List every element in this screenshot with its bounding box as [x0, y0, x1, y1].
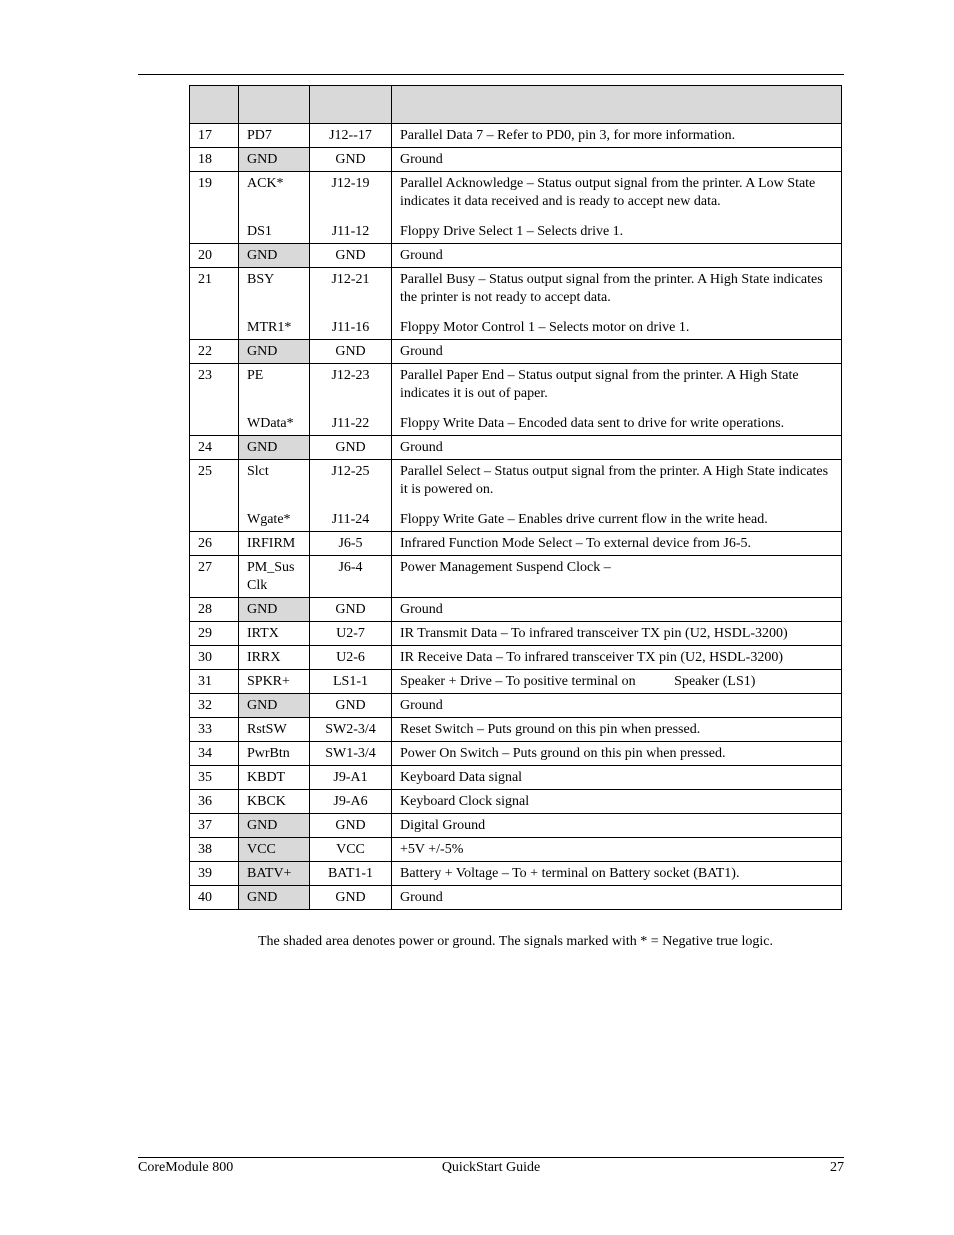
connector-cell	[310, 124, 392, 148]
connector-pin: LS1-1	[333, 674, 368, 689]
signal-cell	[239, 718, 310, 742]
signal-description: Speaker + Drive – To positive terminal on Speaker (LS1)	[400, 674, 756, 689]
table-row	[190, 622, 842, 646]
description-cell	[392, 862, 842, 886]
connector-pin: SW2-3/4	[325, 722, 376, 737]
signal-cell	[239, 436, 310, 460]
connector-cell	[310, 532, 392, 556]
connector-pin: GND	[335, 248, 366, 263]
signal-description: Ground	[400, 602, 443, 617]
signal-cell	[239, 646, 310, 670]
connector-pin: GND	[335, 440, 366, 455]
signal-cell	[239, 862, 310, 886]
wrap-spacer	[247, 193, 305, 211]
description-cell	[392, 670, 842, 694]
pin-number-cell: 18	[190, 148, 239, 172]
description-cell	[392, 718, 842, 742]
connector-cell	[310, 646, 392, 670]
signal-name: MTR1*	[247, 320, 292, 335]
table-row	[190, 340, 842, 364]
signal-cell	[239, 460, 310, 532]
connector-cell	[310, 268, 392, 340]
line-gap	[312, 307, 389, 319]
connector-pin: J9-A1	[333, 770, 368, 785]
header-rule	[138, 74, 844, 75]
signal-description: Parallel Paper End – Status output signal from the printer. A High State indicates it is out of paper.	[400, 368, 799, 401]
signal-cell	[239, 886, 310, 910]
connector-pin: SW1-3/4	[325, 746, 376, 761]
signal-cell	[239, 838, 310, 862]
table-note: The shaded area denotes power or ground. The signals marked with * = Negative true logic.	[258, 934, 773, 949]
signal-name: VCC	[247, 842, 276, 857]
pin-number-cell: 33	[190, 718, 239, 742]
pin-number-cell: 24	[190, 436, 239, 460]
connector-pin: J12-19	[331, 176, 370, 191]
signal-name: GND	[247, 818, 278, 833]
pin-number-cell: 25	[190, 460, 239, 532]
signal-description: Ground	[400, 698, 443, 713]
signal-description: IR Transmit Data – To infrared transceiver TX pin (U2, HSDL-3200)	[400, 626, 788, 641]
pin-table-body	[190, 86, 842, 910]
wrap-spacer	[312, 289, 389, 307]
signal-description: Keyboard Data signal	[400, 770, 523, 785]
signal-cell	[239, 598, 310, 622]
table-row	[190, 694, 842, 718]
description-cell	[392, 790, 842, 814]
connector-pin: J9-A6	[333, 794, 368, 809]
connector-cell	[310, 790, 392, 814]
description-cell	[392, 742, 842, 766]
signal-description: Parallel Acknowledge – Status output signal from the printer. A Low State indicates it data received and is ready to accept new data.	[400, 176, 816, 209]
wrap-spacer	[312, 193, 389, 211]
pin-number-cell: 26	[190, 532, 239, 556]
wrap-spacer	[247, 385, 305, 403]
signal-description: Digital Ground	[400, 818, 486, 833]
description-cell	[392, 838, 842, 862]
description-cell	[392, 124, 842, 148]
signal-cell	[239, 268, 310, 340]
table-row	[190, 766, 842, 790]
signal-cell	[239, 364, 310, 436]
signal-cell	[239, 244, 310, 268]
signal-name: IRRX	[247, 650, 281, 665]
connector-pin: U2-6	[336, 650, 365, 665]
pin-number-cell: 31	[190, 670, 239, 694]
signal-cell	[239, 556, 310, 598]
table-header-row	[190, 86, 842, 124]
wrap-spacer	[247, 481, 305, 499]
signal-description: Floppy Drive Select 1 – Selects drive 1.	[400, 224, 624, 239]
description-cell	[392, 244, 842, 268]
signal-name: DS1	[247, 224, 272, 239]
signal-cell	[239, 814, 310, 838]
signal-name: PE	[247, 368, 264, 383]
signal-name: KBCK	[247, 794, 286, 809]
table-row	[190, 148, 842, 172]
description-cell	[392, 814, 842, 838]
table-row	[190, 364, 842, 436]
connector-pin: J12--17	[329, 128, 372, 143]
signal-name: BSY	[247, 272, 275, 287]
connector-pin: J12-23	[331, 368, 370, 383]
connector-pin: J6-4	[338, 560, 363, 575]
signal-description: +5V +/-5%	[400, 842, 464, 857]
connector-cell	[310, 148, 392, 172]
table-row	[190, 862, 842, 886]
connector-pin: GND	[335, 890, 366, 905]
signal-description: Floppy Write Gate – Enables drive current flow in the write head.	[400, 512, 768, 527]
signal-description: Reset Switch – Puts ground on this pin when pressed.	[400, 722, 701, 737]
connector-cell	[310, 766, 392, 790]
connector-cell	[310, 172, 392, 244]
signal-name: ACK*	[247, 176, 284, 191]
signal-description: Parallel Select – Status output signal from the printer. A High State indicates it is powered on.	[400, 464, 829, 497]
connector-cell	[310, 814, 392, 838]
connector-pin: GND	[335, 698, 366, 713]
table-row	[190, 532, 842, 556]
table-row	[190, 460, 842, 532]
pin-number-cell: 23	[190, 364, 239, 436]
signal-description: Ground	[400, 890, 443, 905]
table-row	[190, 244, 842, 268]
pin-number-cell: 27	[190, 556, 239, 598]
line-gap	[312, 499, 389, 511]
connector-cell	[310, 886, 392, 910]
signal-description: Power Management Suspend Clock –	[400, 560, 611, 575]
pin-number-cell: 29	[190, 622, 239, 646]
connector-cell	[310, 742, 392, 766]
connector-cell	[310, 838, 392, 862]
pin-number-cell: 17	[190, 124, 239, 148]
signal-name: PM_Sus Clk	[247, 560, 295, 593]
description-cell	[392, 532, 842, 556]
table-row	[190, 670, 842, 694]
connector-pin: J11-12	[331, 224, 370, 239]
table-row	[190, 742, 842, 766]
connector-cell	[310, 670, 392, 694]
connector-cell	[310, 340, 392, 364]
signal-description: Parallel Busy – Status output signal from the printer. A High State indicates the printer is not ready to accept data.	[400, 272, 823, 305]
connector-cell	[310, 598, 392, 622]
pin-number-cell: 21	[190, 268, 239, 340]
table-row	[190, 646, 842, 670]
signal-description: Floppy Motor Control 1 – Selects motor on drive 1.	[400, 320, 690, 335]
description-cell	[392, 556, 842, 598]
description-cell	[392, 460, 842, 532]
table-row	[190, 838, 842, 862]
connector-pin: J12-21	[331, 272, 370, 287]
connector-pin: VCC	[336, 842, 365, 857]
line-gap	[247, 403, 305, 415]
description-cell	[392, 766, 842, 790]
description-cell	[392, 268, 842, 340]
signal-name: BATV+	[247, 866, 292, 881]
connector-cell	[310, 460, 392, 532]
signal-name: SPKR+	[247, 674, 290, 689]
connector-pin: GND	[335, 602, 366, 617]
pin-number-cell: 30	[190, 646, 239, 670]
table-row	[190, 436, 842, 460]
description-cell	[392, 172, 842, 244]
signal-name: Wgate*	[247, 512, 291, 527]
signal-name: IRFIRM	[247, 536, 296, 551]
pin-number-cell: 37	[190, 814, 239, 838]
header-cell-connector	[310, 86, 392, 124]
connector-pin: J11-24	[331, 512, 370, 527]
signal-cell	[239, 694, 310, 718]
signal-description: Infrared Function Mode Select – To external device from J6-5.	[400, 536, 751, 551]
connector-cell	[310, 694, 392, 718]
connector-cell	[310, 436, 392, 460]
connector-pin: J12-25	[331, 464, 370, 479]
signal-name: WData*	[247, 416, 294, 431]
line-gap	[400, 211, 837, 223]
signal-name: GND	[247, 152, 278, 167]
pin-number-cell: 20	[190, 244, 239, 268]
signal-name: RstSW	[247, 722, 287, 737]
signal-description: Keyboard Clock signal	[400, 794, 530, 809]
table-row	[190, 598, 842, 622]
table-row	[190, 124, 842, 148]
signal-name: PwrBtn	[247, 746, 290, 761]
line-gap	[247, 211, 305, 223]
description-cell	[392, 622, 842, 646]
description-cell	[392, 886, 842, 910]
wrap-spacer	[312, 385, 389, 403]
signal-cell	[239, 622, 310, 646]
pin-number-cell: 22	[190, 340, 239, 364]
description-cell	[392, 646, 842, 670]
pin-table	[189, 85, 842, 910]
footer-page-number: 27	[830, 1160, 844, 1175]
connector-pin: BAT1-1	[327, 866, 374, 881]
connector-pin: GND	[335, 152, 366, 167]
signal-name: GND	[247, 698, 278, 713]
line-gap	[400, 307, 837, 319]
pin-number-cell: 39	[190, 862, 239, 886]
signal-name: Slct	[247, 464, 269, 479]
signal-name: IRTX	[247, 626, 279, 641]
pin-number-cell: 35	[190, 766, 239, 790]
table-row	[190, 172, 842, 244]
signal-cell	[239, 766, 310, 790]
signal-name: GND	[247, 440, 278, 455]
signal-cell	[239, 532, 310, 556]
connector-cell	[310, 622, 392, 646]
line-gap	[247, 307, 305, 319]
header-cell-description	[392, 86, 842, 124]
signal-name: KBDT	[247, 770, 286, 785]
line-gap	[312, 403, 389, 415]
description-cell	[392, 598, 842, 622]
connector-pin: GND	[335, 344, 366, 359]
table-row	[190, 814, 842, 838]
pin-number-cell: 19	[190, 172, 239, 244]
signal-description: Battery + Voltage – To + terminal on Battery socket (BAT1).	[400, 866, 740, 881]
signal-name: GND	[247, 248, 278, 263]
signal-description: Ground	[400, 152, 443, 167]
header-cell-signal	[239, 86, 310, 124]
page-footer	[138, 1160, 844, 1180]
table-row	[190, 886, 842, 910]
connector-pin: J6-5	[338, 536, 363, 551]
connector-pin: U2-7	[336, 626, 365, 641]
description-cell	[392, 340, 842, 364]
header-cell-pin	[190, 86, 239, 124]
line-gap	[312, 211, 389, 223]
signal-cell	[239, 124, 310, 148]
connector-cell	[310, 364, 392, 436]
footer-rule	[138, 1157, 844, 1158]
description-cell	[392, 148, 842, 172]
line-gap	[400, 403, 837, 415]
signal-description: Ground	[400, 248, 443, 263]
connector-cell	[310, 244, 392, 268]
signal-name: GND	[247, 602, 278, 617]
line-gap	[400, 499, 837, 511]
signal-name: GND	[247, 344, 278, 359]
signal-cell	[239, 340, 310, 364]
table-row	[190, 556, 842, 598]
signal-description: Ground	[400, 440, 443, 455]
pin-number-cell: 34	[190, 742, 239, 766]
signal-cell	[239, 670, 310, 694]
line-gap	[247, 499, 305, 511]
signal-name: GND	[247, 890, 278, 905]
connector-cell	[310, 718, 392, 742]
signal-cell	[239, 790, 310, 814]
footer-product: CoreModule 800	[138, 1160, 234, 1175]
pin-number-cell: 36	[190, 790, 239, 814]
wrap-spacer	[247, 289, 305, 307]
signal-cell	[239, 172, 310, 244]
connector-pin: GND	[335, 818, 366, 833]
connector-cell	[310, 862, 392, 886]
signal-cell	[239, 148, 310, 172]
signal-cell	[239, 742, 310, 766]
pin-number-cell: 32	[190, 694, 239, 718]
description-cell	[392, 364, 842, 436]
table-row	[190, 718, 842, 742]
wrap-spacer	[312, 481, 389, 499]
connector-pin: J11-22	[331, 416, 370, 431]
table-row	[190, 268, 842, 340]
connector-pin: J11-16	[331, 320, 370, 335]
table-row	[190, 790, 842, 814]
description-cell	[392, 436, 842, 460]
description-cell	[392, 694, 842, 718]
pin-number-cell: 40	[190, 886, 239, 910]
signal-name: PD7	[247, 128, 272, 143]
connector-cell	[310, 556, 392, 598]
signal-description: Ground	[400, 344, 443, 359]
signal-description: Floppy Write Data – Encoded data sent to drive for write operations.	[400, 416, 785, 431]
pin-number-cell: 38	[190, 838, 239, 862]
signal-description: Power On Switch – Puts ground on this pin when pressed.	[400, 746, 726, 761]
signal-description: Parallel Data 7 – Refer to PD0, pin 3, for more information.	[400, 128, 736, 143]
footer-guide-title: QuickStart Guide	[441, 1160, 541, 1175]
pin-number-cell: 28	[190, 598, 239, 622]
signal-description: IR Receive Data – To infrared transceiver TX pin (U2, HSDL-3200)	[400, 650, 783, 665]
